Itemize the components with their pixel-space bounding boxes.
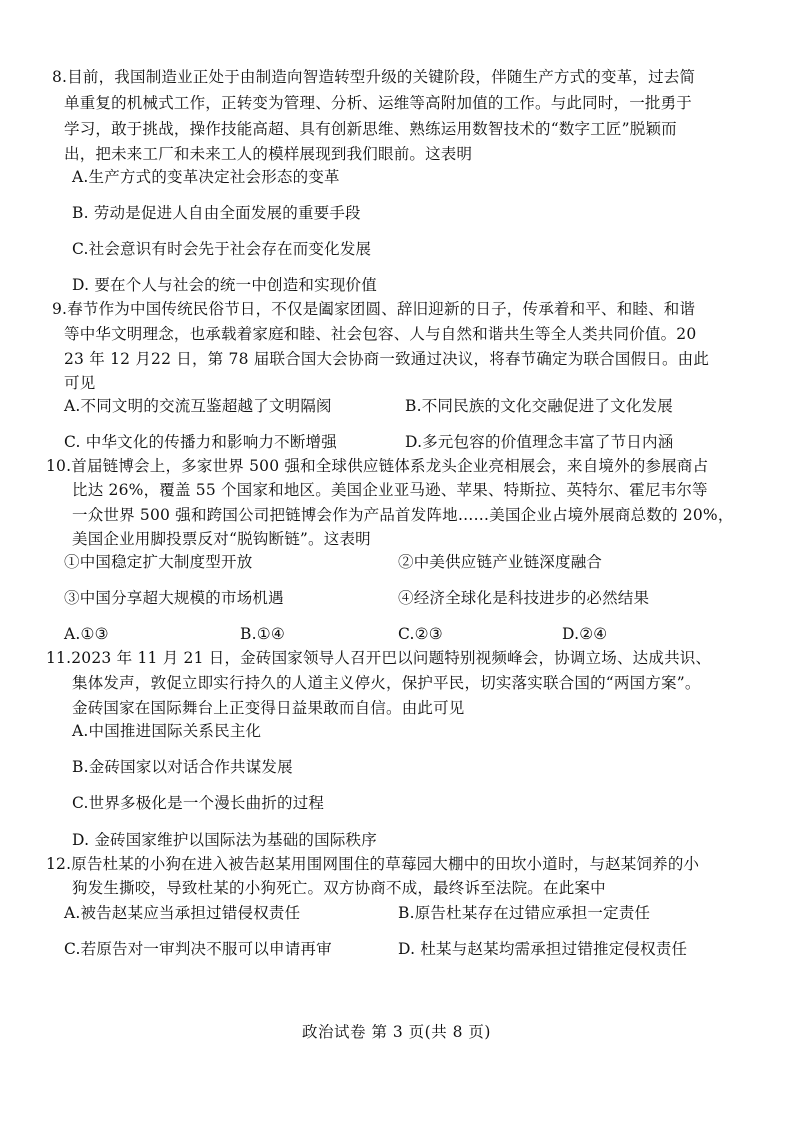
q8-option-d: D. 要在个人与社会的统一中创造和实现价值 bbox=[72, 276, 377, 294]
q9-option-c: C. 中华文化的传播力和影响力不断增强 bbox=[64, 433, 337, 451]
q8-line-2: 单重复的机械式工作，正转变为管理、分析、运维等高附加值的工作。与此同时，一批勇于 bbox=[64, 94, 693, 112]
q12-line-2: 狗发生撕咬，导致杜某的小狗死亡。双方协商不成，最终诉至法院。在此案中 bbox=[72, 879, 606, 897]
q9-line-1: 9.春节作为中国传统民俗节日，不仅是阖家团圆、辞旧迎新的日子，传承着和平、和睦、和谐 bbox=[52, 300, 696, 318]
q8-line-1: 8.目前，我国制造业正处于由制造向智造转型升级的关键阶段，伴随生产方式的变革，过去简 bbox=[52, 68, 696, 86]
q9-option-a: A.不同文明的交流互鉴超越了文明隔阂 bbox=[64, 397, 332, 415]
q10-statement-3: ③中国分享超大规模的市场机遇 bbox=[64, 589, 284, 607]
q11-option-b: B.金砖国家以对话合作共谋发展 bbox=[72, 758, 293, 776]
q10-option-a: A.①③ bbox=[64, 625, 109, 643]
q11-line-2: 集体发声，敦促立即实行持久的人道主义停火，保护平民，切实落实联合国的“两国方案”。 bbox=[72, 674, 701, 692]
q10-line-4: 美国企业用脚投票反对“脱钩断链”。这表明 bbox=[72, 530, 371, 548]
q12-option-a: A.被告赵某应当承担过错侵权责任 bbox=[64, 904, 301, 922]
q10-statement-1: ①中国稳定扩大制度型开放 bbox=[64, 553, 253, 571]
q11-option-a: A.中国推进国际关系民主化 bbox=[72, 722, 262, 740]
q9-option-b: B.不同民族的文化交融促进了文化发展 bbox=[405, 397, 673, 415]
q12-option-d: D. 杜某与赵某均需承担过错推定侵权责任 bbox=[398, 940, 688, 958]
q9-line-3: 23 年 12 月22 日，第 78 届联合国大会协商一致通过决议，将春节确定为联合国假日。由此 bbox=[64, 350, 710, 368]
q10-statement-4: ④经济全球化是科技进步的必然结果 bbox=[398, 589, 650, 607]
q12-option-b: B.原告杜某存在过错应承担一定责任 bbox=[398, 904, 651, 922]
q9-line-2: 等中华文明理念，也承载着家庭和睦、社会包容、人与自然和谐共生等全人类共同价值。20 bbox=[64, 325, 697, 343]
q11-option-d: D. 金砖国家维护以国际法为基础的国际秩序 bbox=[72, 831, 377, 849]
q10-line-3: 一众世界 500 强和跨国公司把链博会作为产品首发阵地……美国企业占境外展商总数的 20%， bbox=[72, 506, 734, 524]
q10-line-1: 10.首届链博会上，多家世界 500 强和全球供应链体系龙头企业亮相展会，来自境外的参展商占 bbox=[46, 457, 709, 475]
q9-option-d: D.多元包容的价值理念丰富了节日内涵 bbox=[405, 433, 674, 451]
q11-line-3: 金砖国家在国际舞台上正变得日益果敢而自信。由此可见 bbox=[72, 699, 465, 717]
q8-option-c: C.社会意识有时会先于社会存在而变化发展 bbox=[72, 240, 372, 258]
q10-option-d: D.②④ bbox=[562, 625, 608, 643]
q8-line-3: 学习，敢于挑战，操作技能高超、具有创新思维、熟练运用数智技术的“数字工匠”脱颖而 bbox=[64, 120, 677, 138]
q8-line-4: 出，把未来工厂和未来工人的模样展现到我们眼前。这表明 bbox=[64, 145, 473, 163]
q10-option-c: C.②③ bbox=[398, 625, 443, 643]
q8-option-a: A.生产方式的变革决定社会形态的变革 bbox=[72, 168, 340, 186]
q10-line-2: 比达 26%，覆盖 55 个国家和地区。美国企业亚马逊、苹果、特斯拉、英特尔、霍尼韦尔等 bbox=[72, 481, 708, 499]
q12-option-c: C.若原告对一审判决不服可以申请再审 bbox=[64, 940, 332, 958]
q10-statement-2: ②中美供应链产业链深度融合 bbox=[398, 553, 603, 571]
q10-option-b: B.①④ bbox=[240, 625, 285, 643]
q11-line-1: 11.2023 年 11 月 21 日，金砖国家领导人召开巴以问题特别视频峰会，协调立场、达成共识、 bbox=[46, 649, 712, 667]
q12-line-1: 12.原告杜某的小狗在进入被告赵某用围网围住的草莓园大棚中的田坎小道时，与赵某饲养的小 bbox=[46, 855, 700, 873]
q9-line-4: 可见 bbox=[64, 374, 96, 392]
page-footer: 政治试卷 第 3 页(共 8 页) bbox=[302, 1023, 491, 1041]
q8-option-b: B. 劳动是促进人自由全面发展的重要手段 bbox=[72, 204, 361, 222]
q11-option-c: C.世界多极化是一个漫长曲折的过程 bbox=[72, 794, 325, 812]
